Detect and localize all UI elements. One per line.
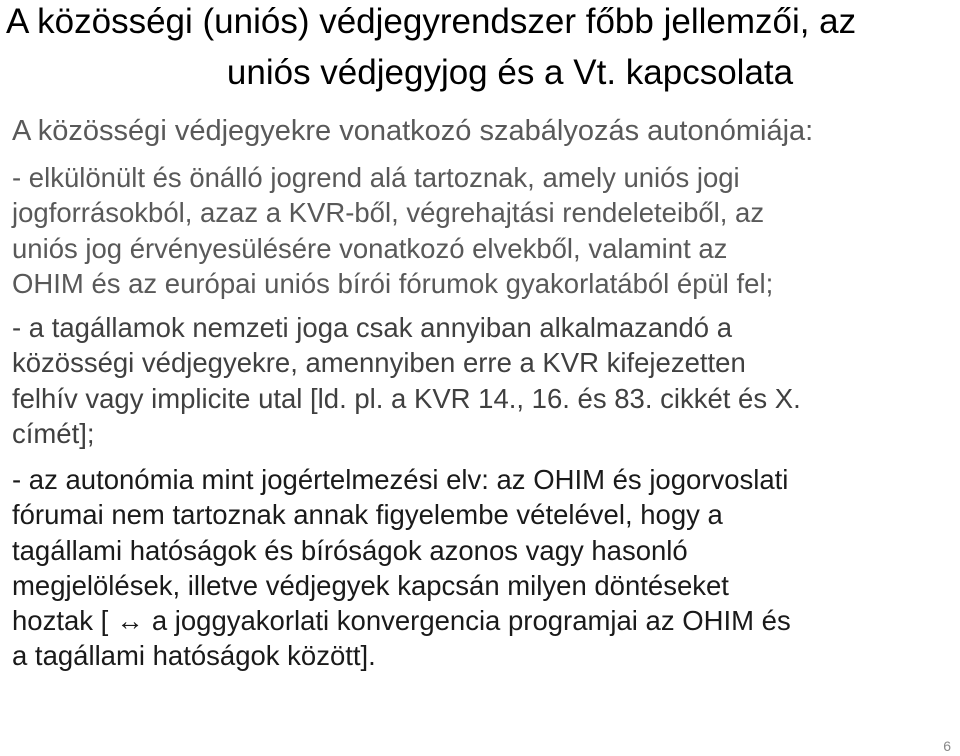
text-line-with-arrow (12, 603, 956, 638)
double-arrow-icon: ↔ (116, 605, 144, 637)
text-line: OHIM és az európai uniós bírói fórumok gyakorlatából épül fel; (12, 267, 774, 299)
text-line: közösségi védjegyekre, amennyiben erre a KVR kifejezetten (12, 347, 746, 379)
text-line: uniós jog érvényesülésére vonatkozó elvekből, valamint az (12, 232, 728, 264)
text-line: felhív vagy implicite utal [ld. pl. a KVR 14., 16. és 83. cikkét és X. (12, 382, 801, 414)
title-line-2: uniós védjegyjog és a Vt. kapcsolata (226, 53, 794, 92)
text-line: megjelölések, illetve védjegyek kapcsán milyen döntéseket (12, 569, 729, 601)
text-line: fórumai nem tartoznak annak figyelembe vételével, hogy a (12, 499, 723, 531)
text-line: címét]; (12, 417, 95, 449)
title-line-1: A közösségi (uniós) védjegyrendszer főbb jellemzői, az (6, 2, 857, 41)
text-line: jogforrásokból, azaz a KVR-ből, végrehajtási rendeleteiből, az (12, 197, 765, 229)
intro-heading: A közösségi védjegyekre vonatkozó szabályozás autonómiája: (12, 115, 814, 147)
text-line: tagállami hatóságok és bíróságok azonos vagy hasonló (12, 534, 688, 566)
page-number: 6 (943, 738, 951, 754)
text-line: a tagállami hatóságok között]. (12, 640, 376, 672)
text-line: - elkülönült és önálló jogrend alá tartoznak, amely uniós jogi (12, 162, 740, 193)
text-fragment: hoztak [ (12, 605, 109, 637)
bullet-paragraph-3 (12, 462, 956, 674)
bullet-paragraph-1 (12, 160, 956, 301)
bullet-paragraph-2 (12, 310, 956, 451)
text-line: - a tagállamok nemzeti joga csak annyiban alkalmazandó a (12, 312, 732, 343)
text-line: - az autonómia mint jogértelmezési elv: az OHIM és jogorvoslati (12, 464, 789, 495)
text-fragment: a joggyakorlati konvergencia programjai az OHIM és (151, 605, 791, 637)
slide-title (0, 0, 960, 93)
